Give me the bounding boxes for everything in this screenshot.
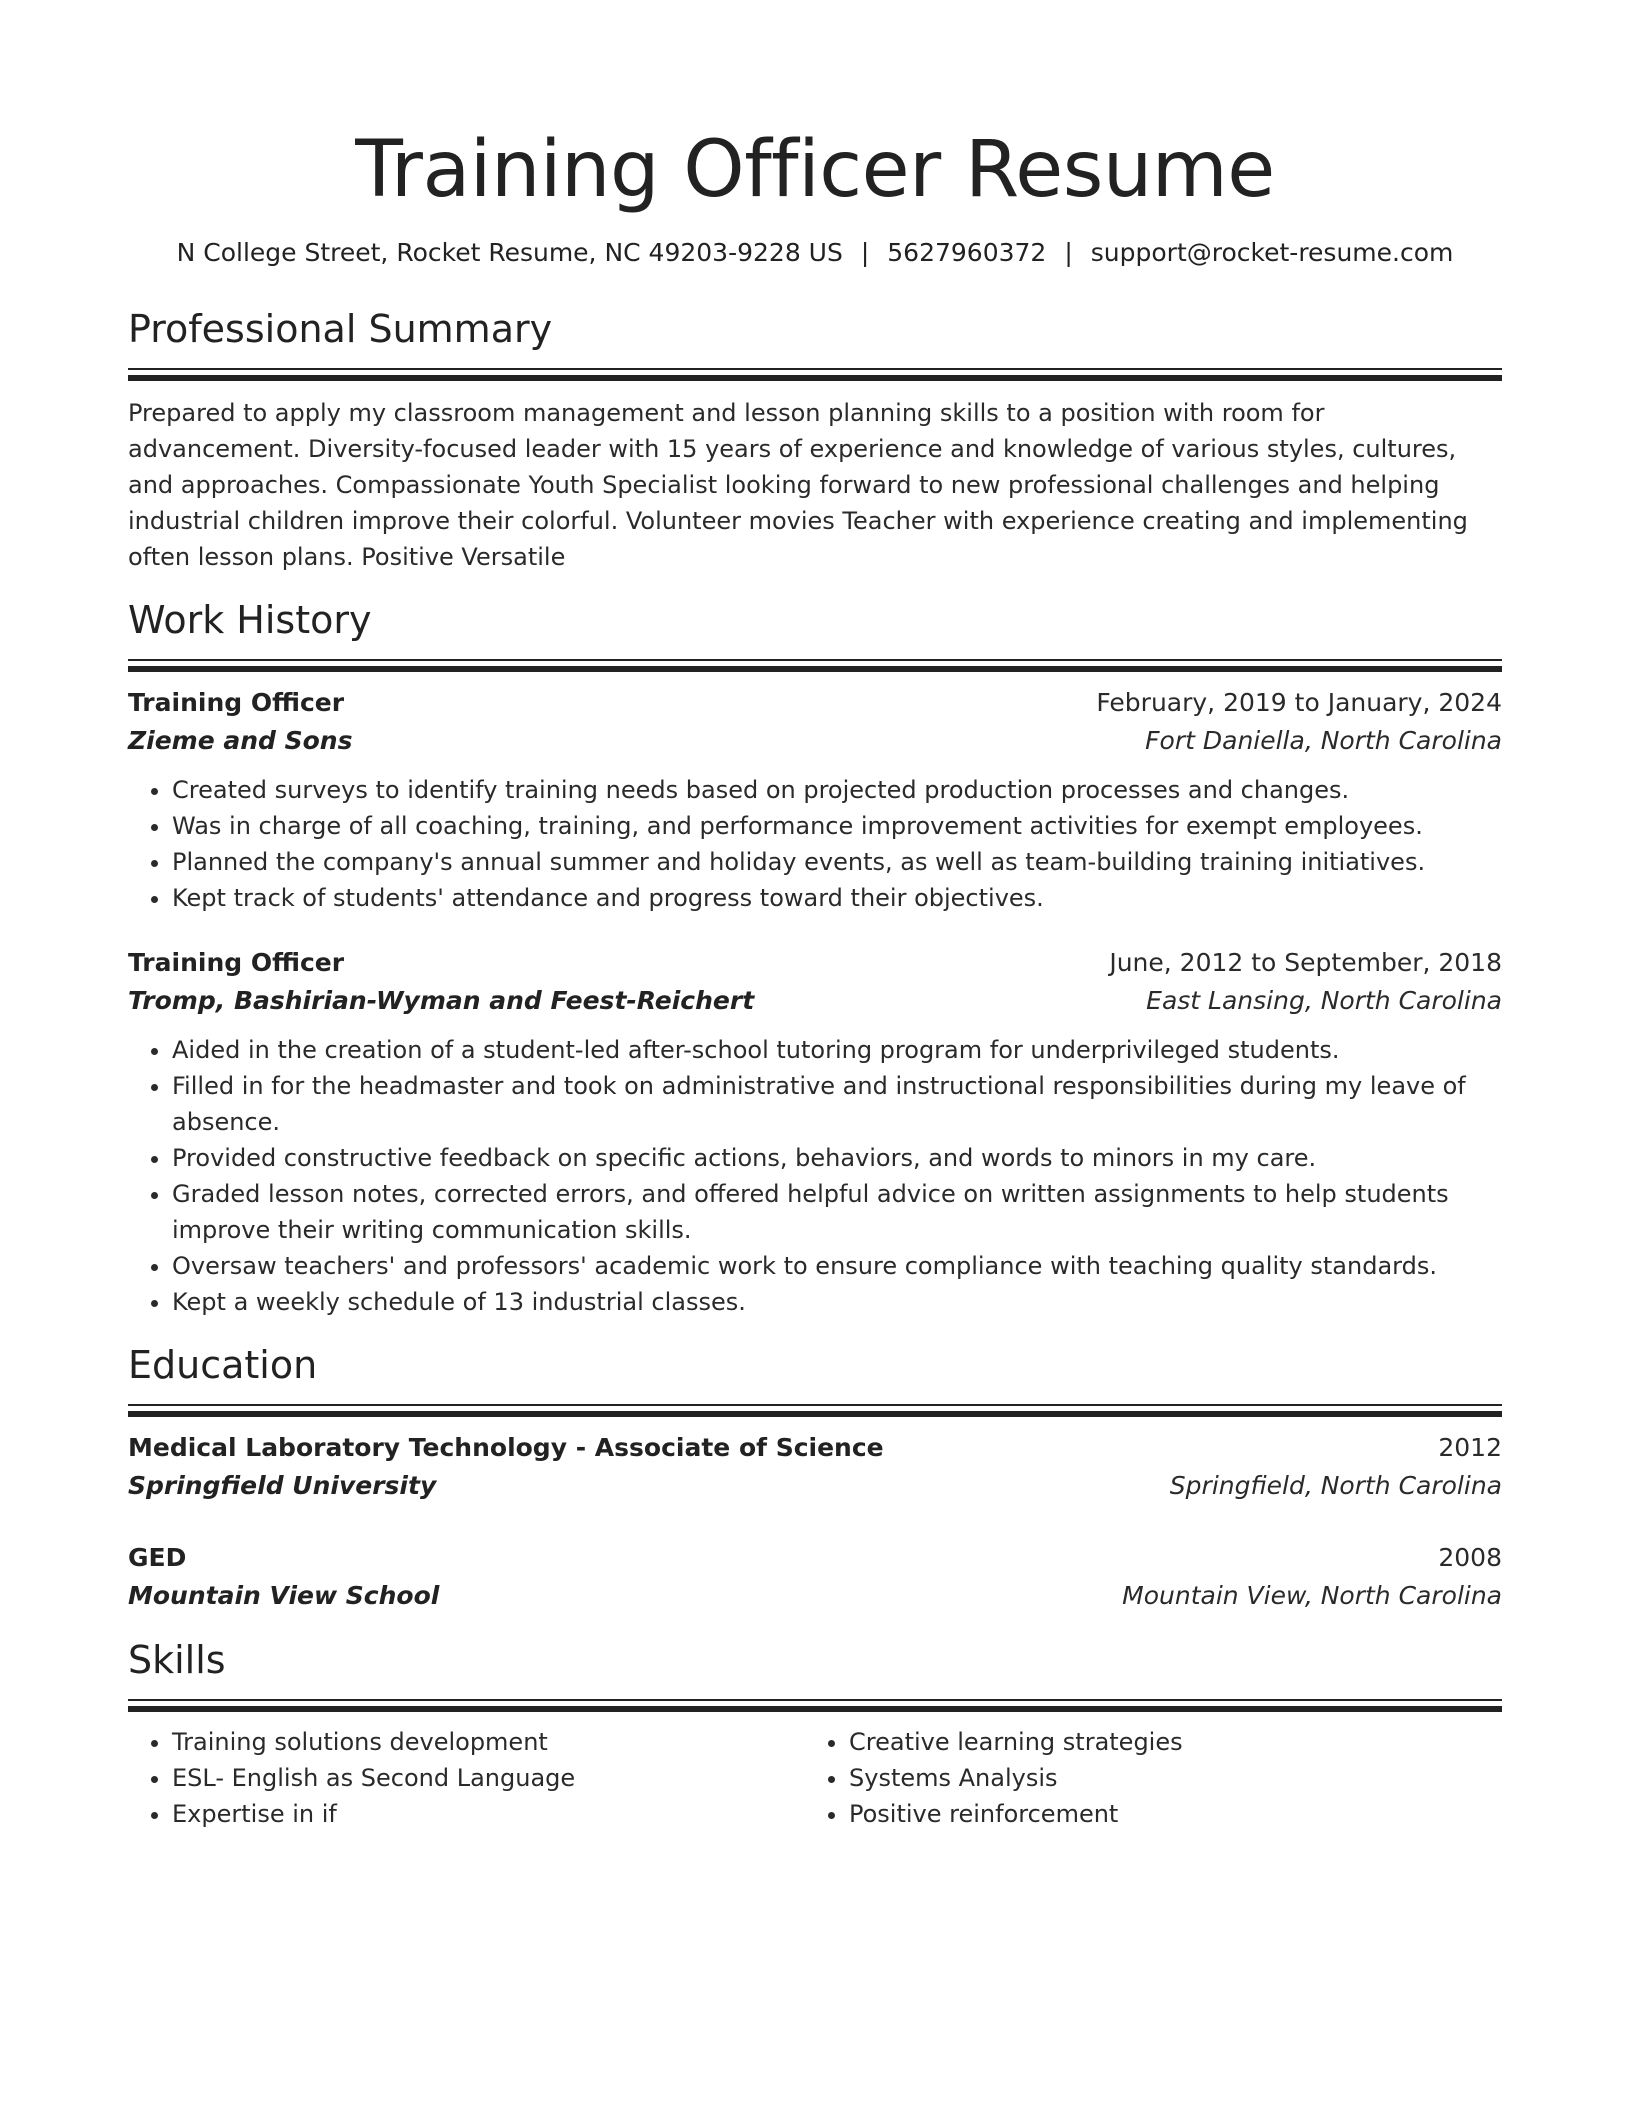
resume-title: Training Officer Resume [355,125,1275,215]
resume-content [128,122,1502,1832]
education-header-row [128,1429,1502,1467]
job-header-row [128,684,1502,722]
job-company-row [128,982,1502,1020]
skills-section [128,1637,1502,1832]
skills-column-left [128,1724,805,1832]
education-location: Springfield, North Carolina [1169,1471,1502,1500]
job-bullet: • Graded lesson notes, corrected errors, and offered helpful advice on written assignments to help students improve their writing communication skills. [172,1176,1502,1248]
job-company: Zieme and Sons [128,726,353,755]
contact-phone: 5627960372 [887,238,1047,267]
skill-item: • Positive reinforcement [849,1796,1482,1832]
contact-separator: | [1064,238,1073,267]
summary-section [128,306,1502,575]
education-location: Mountain View, North Carolina [1122,1581,1502,1610]
education-entry [128,1429,1502,1505]
education-school-row [128,1467,1502,1505]
job-bullets [128,1032,1502,1320]
contact-address: N College Street, Rocket Resume, NC 49203-9228 US [176,238,843,267]
section-divider [128,1404,1502,1415]
education-school: Springfield University [128,1471,437,1500]
skills-columns [128,1724,1502,1832]
contact-email: support@rocket-resume.com [1090,238,1454,267]
education-entry [128,1539,1502,1615]
education-year: 2008 [1438,1543,1502,1572]
job-bullet: • Provided constructive feedback on specific actions, behaviors, and words to minors in my care. [172,1140,1502,1176]
skill-item: • Training solutions development [172,1724,805,1760]
job-bullet: • Oversaw teachers' and professors' academic work to ensure compliance with teaching quality standards. [172,1248,1502,1284]
job-bullet: • Was in charge of all coaching, training, and performance improvement activities for exempt employees. [172,808,1502,844]
skill-item: • Creative learning strategies [849,1724,1482,1760]
job-company-row [128,722,1502,760]
contact-line [128,236,1502,270]
job-location: East Lansing, North Carolina [1146,986,1502,1015]
job-bullet: • Kept a weekly schedule of 13 industrial classes. [172,1284,1502,1320]
education-school: Mountain View School [128,1581,440,1610]
section-heading-skills: Skills [128,1638,226,1682]
section-divider [128,368,1502,379]
skill-item: • ESL- English as Second Language [172,1760,805,1796]
job-title: Training Officer [128,948,345,977]
section-heading-education: Education [128,1343,318,1387]
education-school-row [128,1577,1502,1615]
summary-text: Prepared to apply my classroom management and lesson planning skills to a position with room for advancement. Diversity-focused leader with 15 years of experience and knowledge of various styles, cultures, and approaches. Compassionate Youth Specialist looking forward to new professional challenges and helping industrial children improve their colorful. Volunteer movies Teacher with experience creating and implementing often lesson plans. Positive Versatile [128,399,1468,571]
job-bullet: • Filled in for the headmaster and took on administrative and instructional responsibilities during my leave of absence. [172,1068,1502,1140]
education-degree: GED [128,1543,187,1572]
education-degree: Medical Laboratory Technology - Associate of Science [128,1433,884,1462]
section-divider [128,1699,1502,1710]
job-bullet: • Kept track of students' attendance and progress toward their objectives. [172,880,1502,916]
work-section [128,597,1502,1320]
section-heading-work: Work History [128,598,372,642]
section-divider [128,659,1502,670]
job-title: Training Officer [128,688,345,717]
skill-item: • Expertise in if [172,1796,805,1832]
education-section [128,1342,1502,1615]
section-heading-summary: Professional Summary [128,307,553,351]
skills-column-right [805,1724,1482,1832]
job-bullet: • Planned the company's annual summer and holiday events, as well as team-building training initiatives. [172,844,1502,880]
education-year: 2012 [1438,1433,1502,1462]
contact-separator: | [860,238,870,267]
skills-list [128,1724,805,1832]
job-entry [128,684,1502,916]
job-entry [128,944,1502,1320]
job-location: Fort Daniella, North Carolina [1145,726,1502,755]
job-company: Tromp, Bashirian-Wyman and Feest-Reichert [128,986,755,1015]
job-dates: February, 2019 to January, 2024 [1096,688,1502,717]
job-dates: June, 2012 to September, 2018 [1109,948,1502,977]
education-header-row [128,1539,1502,1577]
job-bullet: • Aided in the creation of a student-led after-school tutoring program for underprivileged students. [172,1032,1502,1068]
job-header-row [128,944,1502,982]
job-bullets [128,772,1502,916]
skills-list [805,1724,1482,1832]
skill-item: • Systems Analysis [849,1760,1482,1796]
job-bullet: • Created surveys to identify training needs based on projected production processes and changes. [172,772,1502,808]
